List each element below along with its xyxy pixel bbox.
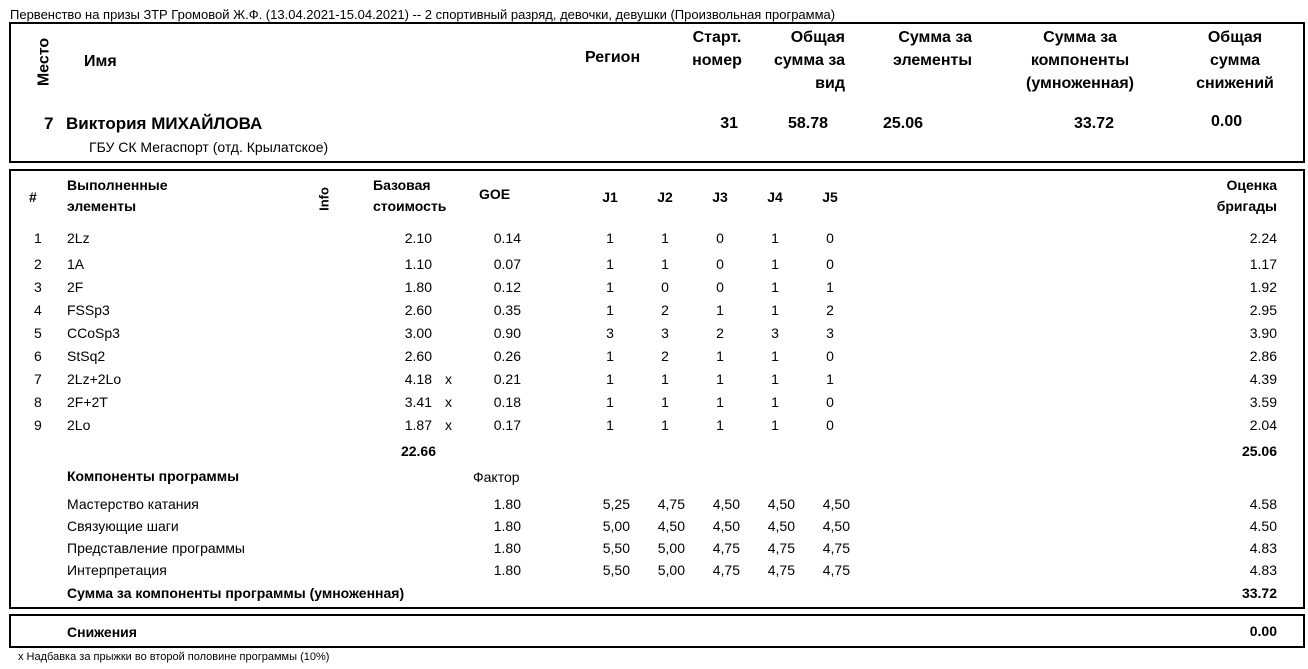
element-row-base: 2.60: [404, 348, 432, 364]
element-row-judge-score: 1: [661, 256, 669, 272]
component-row-judge-score: 4,50: [657, 518, 685, 534]
element-row-score: 3.90: [1249, 325, 1277, 341]
component-row-judge-score: 5,00: [657, 540, 685, 556]
skater-club: ГБУ СК Мегаспорт (отд. Крылатское): [89, 139, 329, 155]
component-row-judge-score: 5,25: [602, 496, 630, 512]
skater-deductions: 0.00: [1211, 113, 1243, 130]
col-element-header: Выполненные элементы: [67, 177, 168, 214]
element-row-judge-score: 1: [716, 302, 724, 318]
element-row-num: 2: [34, 256, 42, 272]
col-info-header: Info: [316, 187, 332, 211]
element-row-name: 2Lz: [67, 230, 90, 246]
component-row-factor: 1.80: [493, 518, 521, 534]
element-row-base: 2.10: [404, 230, 432, 246]
component-row-judge-score: 4,75: [822, 540, 850, 556]
element-row-judge-score: 1: [716, 371, 724, 387]
element-row-goe: 0.17: [493, 417, 521, 433]
header-region-label: Регион: [585, 49, 641, 66]
component-row-name: Связующие шаги: [67, 518, 179, 534]
judge-header-5: J5: [822, 189, 838, 205]
component-row-score: 4.50: [1249, 518, 1277, 534]
element-row-goe: 0.07: [493, 256, 521, 272]
element-row-name: CCoSp3: [67, 325, 120, 341]
element-row-num: 1: [34, 230, 42, 246]
element-row-judge-score: 1: [771, 394, 779, 410]
deductions-box: [9, 614, 1305, 648]
component-row-judge-score: 4,75: [822, 562, 850, 578]
element-row-score: 2.95: [1249, 302, 1277, 318]
element-row-judge-score: 0: [716, 256, 724, 272]
element-row-goe: 0.90: [493, 325, 521, 341]
component-row-factor: 1.80: [493, 540, 521, 556]
element-row-num: 3: [34, 279, 42, 295]
element-row-judge-score: 1: [661, 394, 669, 410]
element-row-judge-score: 0: [826, 256, 834, 272]
skater-components-total: 33.72: [1074, 115, 1115, 132]
element-row-judge-score: 1: [661, 371, 669, 387]
element-row-goe: 0.21: [493, 371, 521, 387]
element-row-name: 2F+2T: [67, 394, 108, 410]
element-row-judge-score: 1: [716, 348, 724, 364]
element-row-goe: 0.35: [493, 302, 521, 318]
header-components-label: Сумма за компоненты (умноженная): [1026, 29, 1134, 92]
element-row-judge-score: 1: [606, 371, 614, 387]
element-row-score: 4.39: [1249, 371, 1277, 387]
component-row-judge-score: 5,00: [657, 562, 685, 578]
components-total: 33.72: [1241, 585, 1277, 601]
col-goe-header: GOE: [479, 186, 511, 202]
element-row-score: 1.17: [1249, 256, 1277, 272]
element-row-judge-score: 3: [661, 325, 669, 341]
component-row-judge-score: 4,50: [822, 518, 850, 534]
component-row-judge-score: 4,75: [767, 540, 795, 556]
header-place-label: Место: [35, 37, 53, 87]
element-row-judge-score: 3: [826, 325, 834, 341]
component-row-judge-score: 4,75: [712, 562, 740, 578]
element-row-judge-score: 2: [661, 348, 669, 364]
element-row-judge-score: 1: [661, 230, 669, 246]
element-row-goe: 0.18: [493, 394, 521, 410]
element-row-judge-score: 1: [826, 279, 834, 295]
element-row-base: 3.00: [404, 325, 432, 341]
deductions-value: 0.00: [1249, 623, 1277, 639]
element-row-judge-score: 2: [716, 325, 724, 341]
component-row-judge-score: 4,75: [767, 562, 795, 578]
skater-place: 7: [44, 114, 54, 133]
header-elements-label: Сумма за элементы: [893, 29, 972, 69]
judge-header-3: J3: [712, 189, 728, 205]
component-row-judge-score: 5,00: [602, 518, 630, 534]
component-row-judge-score: 5,50: [602, 540, 630, 556]
element-row-base: 3.41: [404, 394, 432, 410]
skater-name: Виктория МИХАЙЛОВА: [66, 114, 263, 133]
element-row-judge-score: 0: [826, 394, 834, 410]
element-row-judge-score: 2: [826, 302, 834, 318]
element-row-judge-score: 0: [661, 279, 669, 295]
page-title: Первенство на призы ЗТР Громовой Ж.Ф. (13.04.2021-15.04.2021) -- 2 спортивный разряд, девочки, девушки (Произвольная программа): [10, 7, 836, 22]
element-row-judge-score: 1: [606, 394, 614, 410]
element-row-judge-score: 1: [606, 417, 614, 433]
component-row-judge-score: 4,75: [657, 496, 685, 512]
element-row-name: StSq2: [67, 348, 106, 364]
element-row-num: 9: [34, 417, 42, 433]
component-row-score: 4.83: [1249, 540, 1277, 556]
component-row-judge-score: 4,50: [767, 518, 795, 534]
element-row-base: 1.10: [404, 256, 432, 272]
factor-label: Фактор: [473, 469, 520, 485]
element-row-goe: 0.12: [493, 279, 521, 295]
element-row-bonus-mark: x: [445, 417, 452, 433]
element-row-judge-score: 0: [826, 348, 834, 364]
component-row-judge-score: 4,50: [712, 496, 740, 512]
element-row-judge-score: 0: [716, 230, 724, 246]
element-row-judge-score: 1: [716, 417, 724, 433]
element-row-judge-score: 1: [606, 348, 614, 364]
element-row-judge-score: 0: [826, 230, 834, 246]
element-row-num: 8: [34, 394, 42, 410]
element-row-num: 4: [34, 302, 42, 318]
element-row-judge-score: 1: [771, 230, 779, 246]
component-row-name: Мастерство катания: [67, 496, 199, 512]
element-row-base: 4.18: [404, 371, 432, 387]
element-row-num: 5: [34, 325, 42, 341]
col-base-header: Базовая стоимость: [373, 177, 447, 214]
element-row-bonus-mark: x: [445, 371, 452, 387]
element-row-name: FSSp3: [67, 302, 110, 318]
element-row-base: 1.87: [404, 417, 432, 433]
element-row-score: 2.04: [1249, 417, 1277, 433]
skater-elements-total: 25.06: [883, 115, 924, 132]
element-row-name: 2F: [67, 279, 84, 295]
element-row-judge-score: 0: [716, 279, 724, 295]
element-row-judge-score: 1: [771, 256, 779, 272]
element-row-base: 2.60: [404, 302, 432, 318]
component-row-factor: 1.80: [493, 496, 521, 512]
component-row-score: 4.58: [1249, 496, 1277, 512]
skater-start-num: 31: [720, 115, 738, 132]
components-title: Компоненты программы: [67, 468, 240, 484]
element-row-name: 2Lz+2Lo: [67, 371, 122, 387]
element-row-judge-score: 1: [606, 302, 614, 318]
element-row-judge-score: 1: [716, 394, 724, 410]
element-row-judge-score: 1: [771, 371, 779, 387]
element-row-judge-score: 1: [606, 279, 614, 295]
header-name-label: Имя: [84, 53, 117, 70]
element-row-judge-score: 1: [771, 348, 779, 364]
component-row-judge-score: 4,50: [822, 496, 850, 512]
element-row-judge-score: 1: [771, 279, 779, 295]
element-row-judge-score: 3: [771, 325, 779, 341]
components-total-label: Сумма за компоненты программы (умноженная): [67, 585, 405, 601]
component-row-judge-score: 4,50: [767, 496, 795, 512]
element-row-bonus-mark: x: [445, 394, 452, 410]
skater-total: 58.78: [788, 115, 829, 132]
element-row-score: 2.24: [1249, 230, 1277, 246]
element-row-judge-score: 1: [826, 371, 834, 387]
element-row-judge-score: 3: [606, 325, 614, 341]
base-total: 22.66: [400, 443, 436, 459]
element-row-name: 2Lo: [67, 417, 91, 433]
header-deductions-label: Общая сумма снижений: [1196, 29, 1274, 92]
element-row-base: 1.80: [404, 279, 432, 295]
element-row-goe: 0.14: [493, 230, 521, 246]
component-row-judge-score: 4,50: [712, 518, 740, 534]
component-row-name: Представление программы: [67, 540, 245, 556]
element-row-score: 1.92: [1249, 279, 1277, 295]
header-total-label: Общая сумма за вид: [773, 29, 845, 92]
judge-header-4: J4: [767, 189, 783, 205]
element-row-goe: 0.26: [493, 348, 521, 364]
element-row-judge-score: 2: [661, 302, 669, 318]
score-total: 25.06: [1241, 443, 1277, 459]
element-row-judge-score: 1: [771, 302, 779, 318]
deductions-label: Снижения: [67, 624, 137, 640]
element-row-judge-score: 1: [771, 417, 779, 433]
element-row-judge-score: 1: [606, 230, 614, 246]
element-row-score: 3.59: [1249, 394, 1277, 410]
footnote: x Надбавка за прыжки во второй половине программы (10%): [18, 651, 330, 663]
element-row-judge-score: 0: [826, 417, 834, 433]
element-row-num: 6: [34, 348, 42, 364]
judge-header-1: J1: [602, 189, 618, 205]
element-row-judge-score: 1: [661, 417, 669, 433]
element-row-name: 1A: [67, 256, 85, 272]
component-row-score: 4.83: [1249, 562, 1277, 578]
element-row-judge-score: 1: [606, 256, 614, 272]
header-start-num-label: Старт. номер: [692, 29, 742, 69]
element-row-num: 7: [34, 371, 42, 387]
col-num-header: #: [29, 189, 37, 205]
element-row-score: 2.86: [1249, 348, 1277, 364]
component-row-judge-score: 5,50: [602, 562, 630, 578]
component-row-factor: 1.80: [493, 562, 521, 578]
component-row-name: Интерпретация: [67, 562, 167, 578]
col-score-header: Оценка бригады: [1216, 177, 1277, 214]
component-row-judge-score: 4,75: [712, 540, 740, 556]
judge-header-2: J2: [657, 189, 673, 205]
